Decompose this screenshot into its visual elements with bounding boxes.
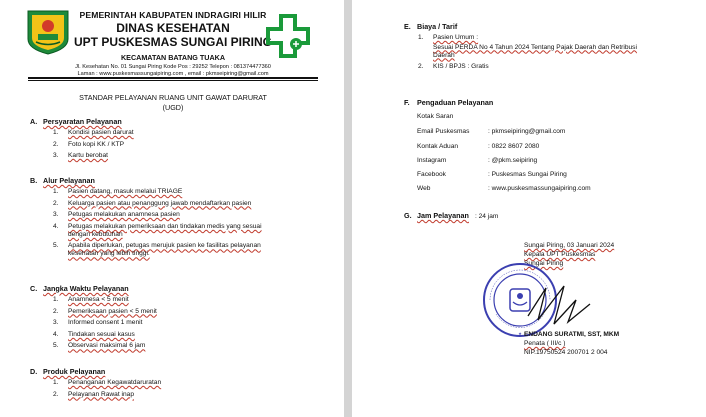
signatory-name: ENDANG SURATMI, SST, MKM [524, 331, 620, 338]
letterhead-unit: UPT PUSKESMAS SUNGAI PIRING [73, 35, 273, 49]
section-title: Biaya / Tarif [417, 22, 458, 31]
section-letter: B. [30, 176, 38, 185]
letterhead [66, 10, 280, 77]
signature-unit: Sungai Piring [524, 260, 564, 267]
document-title-line1: STANDAR PELAYANAN RUANG UNIT GAWAT DARURAT [79, 93, 267, 102]
letterhead-government: PEMERINTAH KABUPATEN INDRAGIRI HILIR [79, 10, 267, 20]
list-item: 2. Keluarga pasien atau penanggung jawab mendaftarkan pasien [53, 199, 252, 207]
section-a [30, 117, 320, 164]
page-1 [0, 0, 344, 417]
letterhead-rule-thin [28, 80, 318, 81]
section-title: Produk Pelayanan [43, 367, 106, 376]
section-d [30, 367, 320, 402]
letterhead-address: Jl. Kesehatan No. 01 Sungai Piring Kode Pos : 29252 Telepon : 081374477360 [75, 64, 271, 70]
signature-role: Kepala UPT Puskesmas [524, 251, 596, 258]
list-item: 3. Petugas melakukan anamnesa pasien [53, 211, 180, 219]
section-letter: A. [30, 117, 38, 126]
letterhead-district: KECAMATAN BATANG TUAKA [120, 53, 226, 62]
document-title [28, 93, 318, 112]
list-item: 5. Observasi maksimal 6 jam [53, 342, 146, 350]
section-g [404, 211, 684, 220]
signatory-rank: Penata ( III/c ) [524, 340, 566, 347]
list-item: 3. Kartu berobat [53, 152, 108, 160]
list-item: 1. Pasien datang, masuk melalui TRIAGE [53, 188, 183, 195]
list-item: 1. Anamnesa < 5 menit [53, 296, 129, 303]
list-item: Sesuai PERDA No 4 Tahun 2024 Tentang Pajak Daerah dan Retribusi Daerah [433, 43, 637, 59]
section-b [30, 176, 320, 262]
section-letter: F. [404, 98, 410, 107]
contact-phone: Kontak Aduan : 0822 8607 2080 [417, 143, 540, 150]
section-f [404, 98, 684, 107]
list-item: 2. Foto kopi KK / KTP [53, 140, 125, 148]
handwritten-signature-icon [524, 280, 604, 330]
list-item: 1. Pasien Umum : [418, 34, 479, 41]
section-e [404, 22, 684, 75]
signatory-nip: NIP.19750524 200701 2 004 [524, 349, 608, 356]
svg-text:★: ★ [518, 331, 522, 336]
contact-facebook: Facebook : Puskesmas Sungai Piring [417, 171, 567, 178]
section-title: Persyaratan Pelayanan [43, 117, 122, 126]
letterhead-contact: Laman : www.puskesmassungaipiring.com , email : pkmseipiring@gmail.com [77, 71, 269, 77]
contact-instagram: Instagram : @pkm.seipiring [417, 157, 538, 164]
list-item: 2. KIS / BPJS : Gratis [418, 63, 489, 71]
list-item: 4. Petugas melakukan pemeriksaan dan tindakan medis yang sesuai dengan kebutuhan [53, 222, 262, 238]
letterhead-agency: DINAS KESEHATAN [116, 21, 230, 35]
section-letter: C. [30, 284, 38, 293]
letterhead-rule-thick [28, 77, 318, 79]
section-title: Alur Pelayanan [43, 176, 95, 185]
list-item: 3. Informed consent 1 menit [53, 319, 143, 327]
section-title: Jam Pelayanan [417, 211, 469, 220]
complaint-box-label: Kotak Saran [417, 113, 454, 120]
list-item: 4. Tindakan sesuai kasus [53, 330, 135, 338]
list-item: 2. Pelayanan Rawat inap [53, 390, 134, 398]
health-cross-icon [264, 12, 312, 60]
section-letter: G. [404, 211, 412, 220]
section-title: Jangka Waktu Pelayanan [43, 284, 129, 293]
signature-place-date: Sungai Piring, 03 Januari 2024 [524, 242, 615, 249]
contact-web: Web : www.puskesmassungaipiring.com [417, 185, 591, 192]
list-item: 2. Pemeriksaan pasien < 5 menit [53, 307, 157, 315]
section-letter: E. [404, 22, 411, 31]
section-letter: D. [30, 367, 38, 376]
regency-emblem-icon [26, 9, 70, 55]
document-title-line2: (UGD) [162, 102, 184, 112]
section-title: Pengaduan Pelayanan [417, 98, 494, 107]
page-2 [352, 0, 706, 417]
list-item: 5. Apabila diperlukan, petugas merujuk pasien ke fasilitas pelayanan kesehatan yang lebih tinggi. [53, 242, 261, 258]
list-item: 1. Penanganan Kegawatdaruratan [53, 379, 162, 386]
signatory [524, 330, 619, 357]
contact-email: Email Puskesmas : pkmseipiring@gmail.com [417, 128, 566, 135]
service-hours-value: : 24 jam [474, 213, 499, 220]
section-c [30, 284, 320, 354]
list-item: 1. Kondisi pasien darurat [53, 129, 134, 136]
